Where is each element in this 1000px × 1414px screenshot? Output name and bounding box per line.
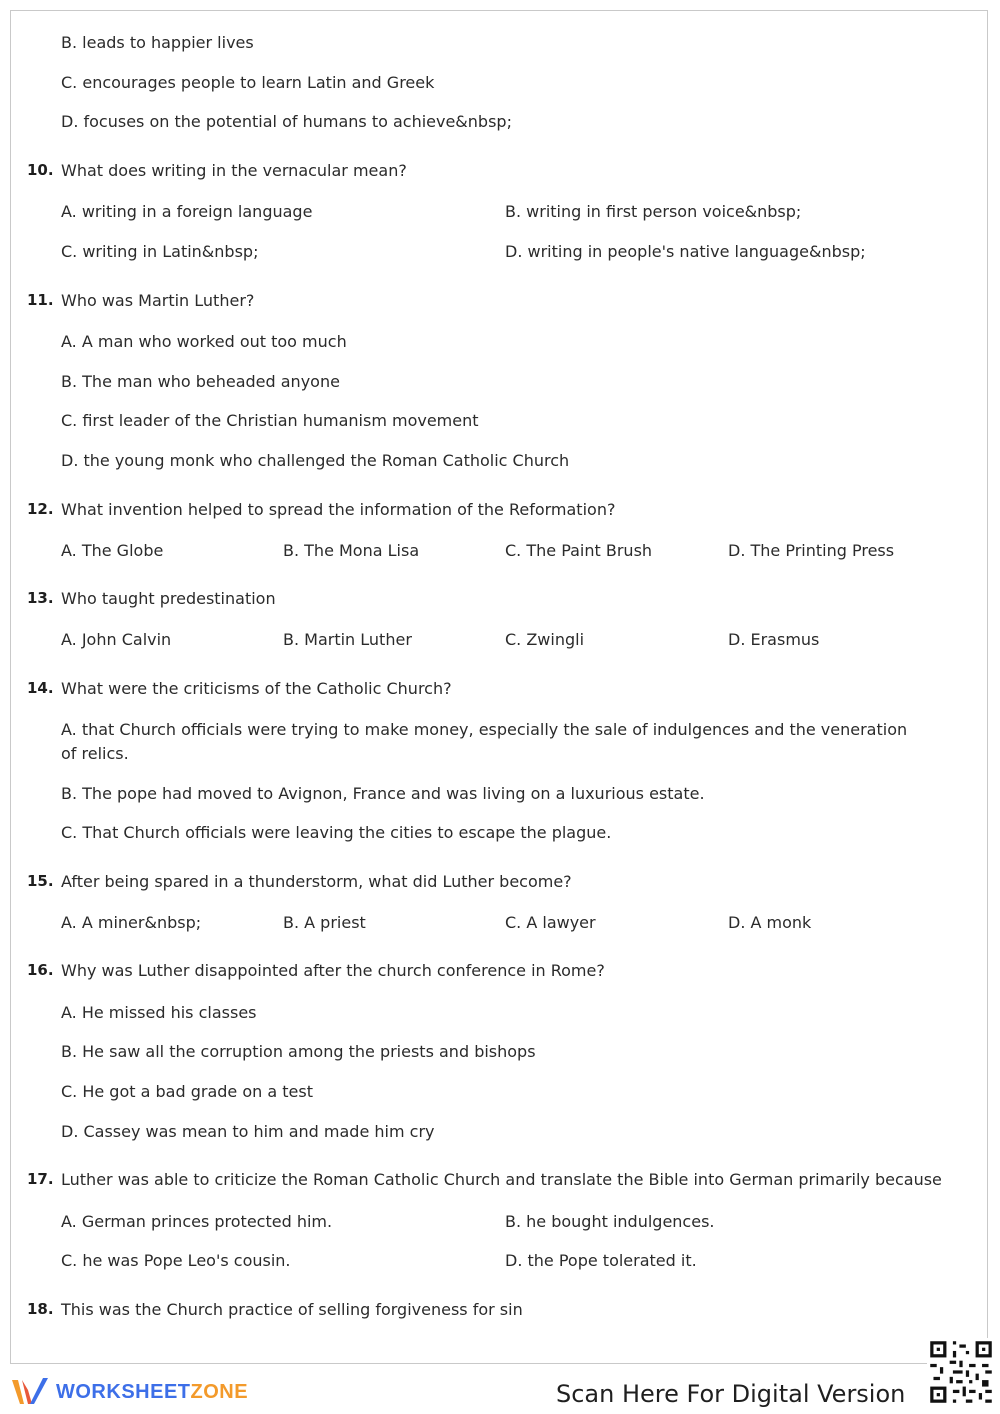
- option: C. writing in Latin&nbsp;: [61, 242, 259, 261]
- option: A. German princes protected him.: [61, 1212, 333, 1231]
- option: B. The Mona Lisa: [283, 541, 420, 560]
- logo-text: [56, 1381, 248, 1404]
- option: D. Erasmus: [728, 630, 820, 649]
- question-text: Who taught predestination: [61, 589, 276, 608]
- option: B. He saw all the corruption among the priests and bishops: [61, 1042, 536, 1061]
- question-text: This was the Church practice of selling forgiveness for sin: [61, 1300, 523, 1319]
- question-text: Who was Martin Luther?: [61, 291, 255, 310]
- logo-text-zone: ZONE: [190, 1380, 249, 1403]
- option: B. leads to happier lives: [61, 33, 254, 52]
- question-text: What does writing in the vernacular mean?: [61, 161, 407, 180]
- option: B. The pope had moved to Avignon, France and was living on a luxurious estate.: [61, 784, 705, 803]
- option: C. The Paint Brush: [505, 541, 653, 560]
- option: C. first leader of the Christian humanism movement: [61, 411, 479, 430]
- option: B. he bought indulgences.: [505, 1212, 715, 1231]
- question-number: 11.: [27, 291, 54, 309]
- option: C. encourages people to learn Latin and Greek: [61, 73, 435, 92]
- option: B. A priest: [283, 913, 366, 932]
- option: A. The Globe: [61, 541, 164, 560]
- question-number: 10.: [27, 161, 54, 179]
- option: D. writing in people's native language&nbsp;: [505, 242, 866, 261]
- option: C. A lawyer: [505, 913, 596, 932]
- option: A. He missed his classes: [61, 1003, 257, 1022]
- question-text: Luther was able to criticize the Roman Catholic Church and translate the Bible into German primarily because: [61, 1170, 942, 1189]
- option: D. the young monk who challenged the Roman Catholic Church: [61, 451, 570, 470]
- option: A. A miner&nbsp;: [61, 913, 202, 932]
- qr-code-icon[interactable]: [927, 1338, 995, 1406]
- option: C. Zwingli: [505, 630, 585, 649]
- option: D. A monk: [728, 913, 812, 932]
- option: D. focuses on the potential of humans to achieve&nbsp;: [61, 112, 512, 131]
- question-number: 15.: [27, 872, 54, 890]
- option: C. That Church officials were leaving the cities to escape the plague.: [61, 823, 612, 842]
- question-text: Why was Luther disappointed after the church conference in Rome?: [61, 961, 605, 980]
- option: A. that Church officials were trying to make money, especially the sale of indulgences and the veneration of relics.: [61, 720, 908, 763]
- question-number: 12.: [27, 500, 54, 518]
- option: B. writing in first person voice&nbsp;: [505, 202, 802, 221]
- option: A. John Calvin: [61, 630, 172, 649]
- question-text: What invention helped to spread the information of the Reformation?: [61, 500, 616, 519]
- option: B. The man who beheaded anyone: [61, 372, 340, 391]
- question-number: 17.: [27, 1170, 54, 1188]
- question-number: 16.: [27, 961, 54, 979]
- option: D. The Printing Press: [728, 541, 895, 560]
- worksheet-page: [10, 10, 988, 1364]
- option: D. Cassey was mean to him and made him cry: [61, 1122, 435, 1141]
- option: A. writing in a foreign language: [61, 202, 313, 221]
- worksheetzone-logo[interactable]: [10, 1376, 248, 1408]
- question-text: What were the criticisms of the Catholic Church?: [61, 679, 452, 698]
- question-number: 13.: [27, 589, 54, 607]
- scan-instruction: Scan Here For Digital Version: [556, 1380, 906, 1408]
- option: D. the Pope tolerated it.: [505, 1251, 697, 1270]
- logo-text-worksheet: WORKSHEET: [56, 1380, 191, 1403]
- question-text: After being spared in a thunderstorm, what did Luther become?: [61, 872, 572, 891]
- question-number: 14.: [27, 679, 54, 697]
- footer: [0, 1364, 1000, 1414]
- option: C. He got a bad grade on a test: [61, 1082, 313, 1101]
- option: C. he was Pope Leo's cousin.: [61, 1251, 291, 1270]
- option: A. A man who worked out too much: [61, 332, 347, 351]
- logo-w-icon: [10, 1376, 50, 1408]
- question-number: 18.: [27, 1300, 54, 1318]
- option: B. Martin Luther: [283, 630, 412, 649]
